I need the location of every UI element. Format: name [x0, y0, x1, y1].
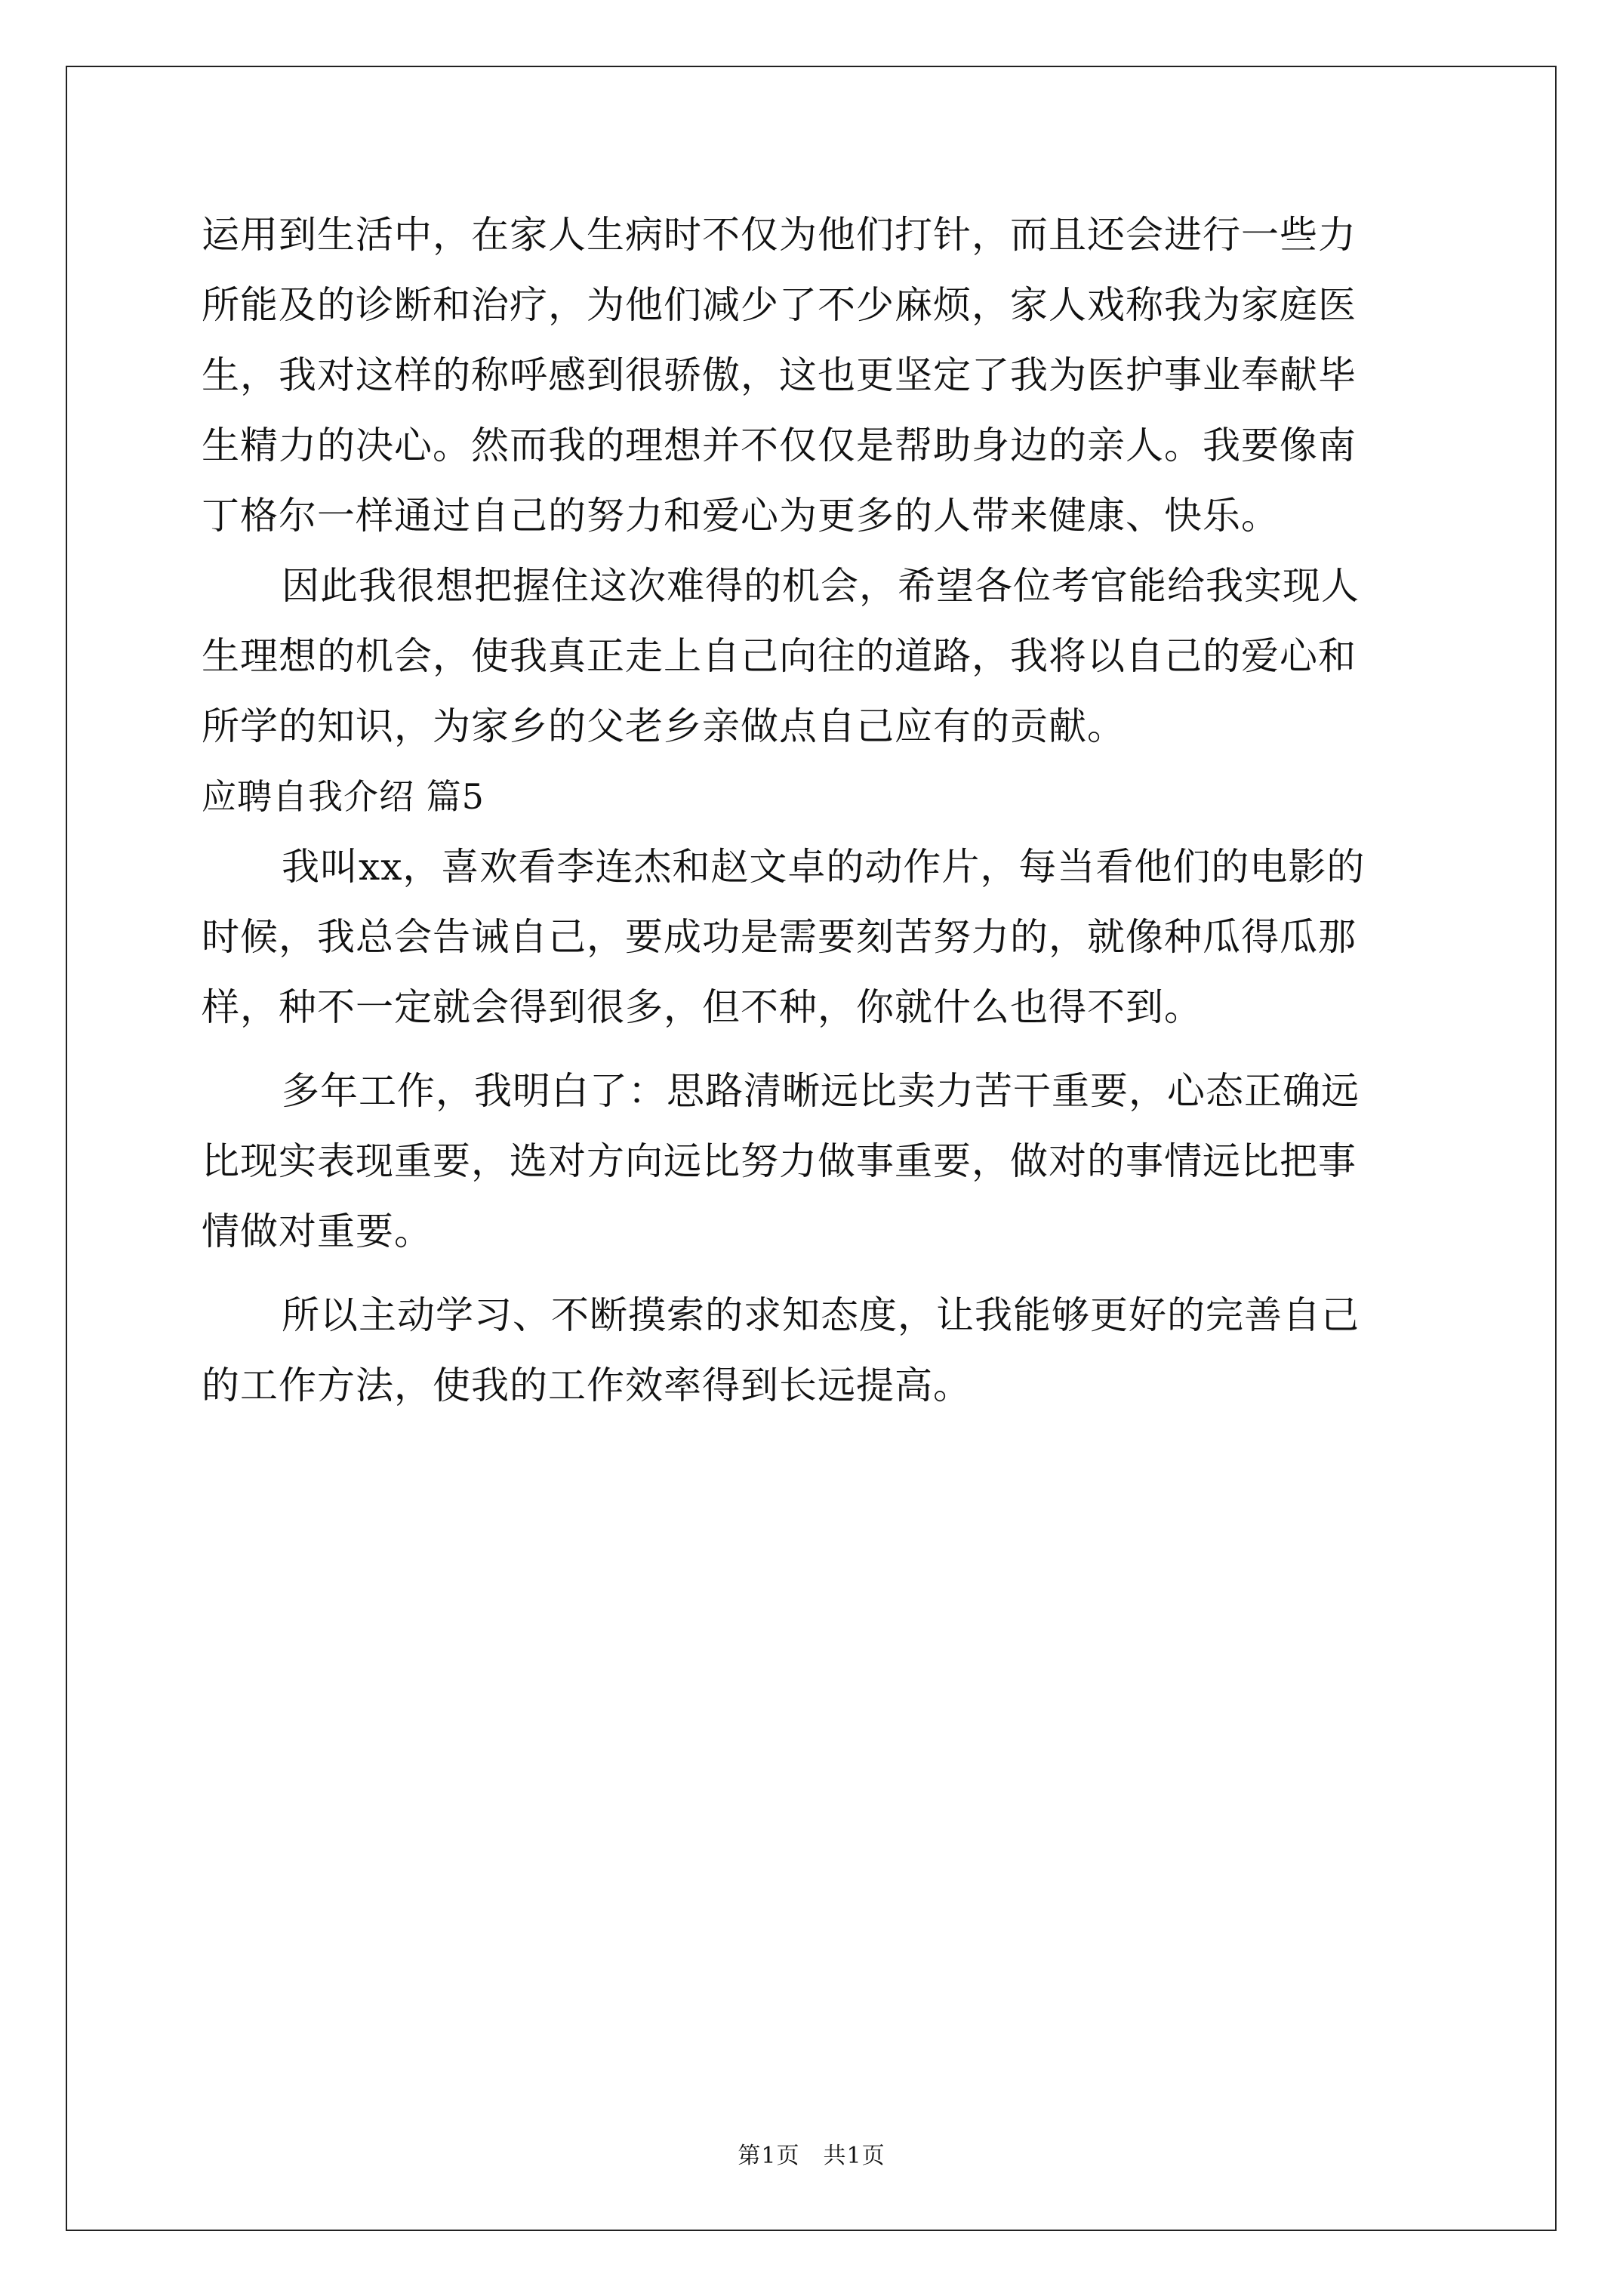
document-body — [202, 200, 1432, 1420]
paragraph-line: 所学的知识，为家乡的父老乡亲做点自己应有的贡献。 — [202, 704, 1126, 748]
paragraph-line: 所能及的诊断和治疗，为他们减少了不少麻烦，家人戏称我为家庭医 — [202, 283, 1357, 327]
paragraph-line: 生理想的机会，使我真正走上自己向往的道路，我将以自己的爱心和 — [202, 634, 1357, 678]
paragraph-line: 生精力的决心。然而我的理想并不仅仅是帮助身边的亲人。我要像南 — [202, 424, 1357, 467]
paragraph-line: 样，种不一定就会得到很多，但不种，你就什么也得不到。 — [202, 985, 1203, 1029]
paragraph-line: 丁格尔一样通过自己的努力和爱心为更多的人带来健康、快乐。 — [202, 494, 1280, 538]
paragraph-line: 我叫xx，喜欢看李连杰和赵文卓的动作片，每当看他们的电影的 — [282, 845, 1366, 889]
paragraph-line: 比现实表现重要，选对方向远比努力做事重要，做对的事情远比把事 — [202, 1139, 1357, 1183]
paragraph-line: 运用到生活中，在家人生病时不仅为他们打针，而且还会进行一些力 — [202, 213, 1357, 257]
paragraph-line: 时候，我总会告诫自己，要成功是需要刻苦努力的，就像种瓜得瓜那 — [202, 915, 1357, 959]
paragraph-line: 的工作方法，使我的工作效率得到长远提高。 — [202, 1364, 972, 1407]
page-number-footer: 第1页 共1页 — [738, 2143, 885, 2169]
paragraph-line: 因此我很想把握住这次难得的机会，希望各位考官能给我实现人 — [282, 564, 1360, 608]
paragraph-line: 情做对重要。 — [202, 1210, 433, 1253]
paragraph-line: 生，我对这样的称呼感到很骄傲，这也更坚定了我为医护事业奉献毕 — [202, 353, 1357, 397]
section-heading: 应聘自我介绍 篇5 — [202, 776, 485, 817]
paragraph-line: 所以主动学习、不断摸索的求知态度，让我能够更好的完善自己 — [282, 1293, 1360, 1337]
paragraph-line: 多年工作，我明白了：思路清晰远比卖力苦干重要，心态正确远 — [282, 1069, 1360, 1113]
